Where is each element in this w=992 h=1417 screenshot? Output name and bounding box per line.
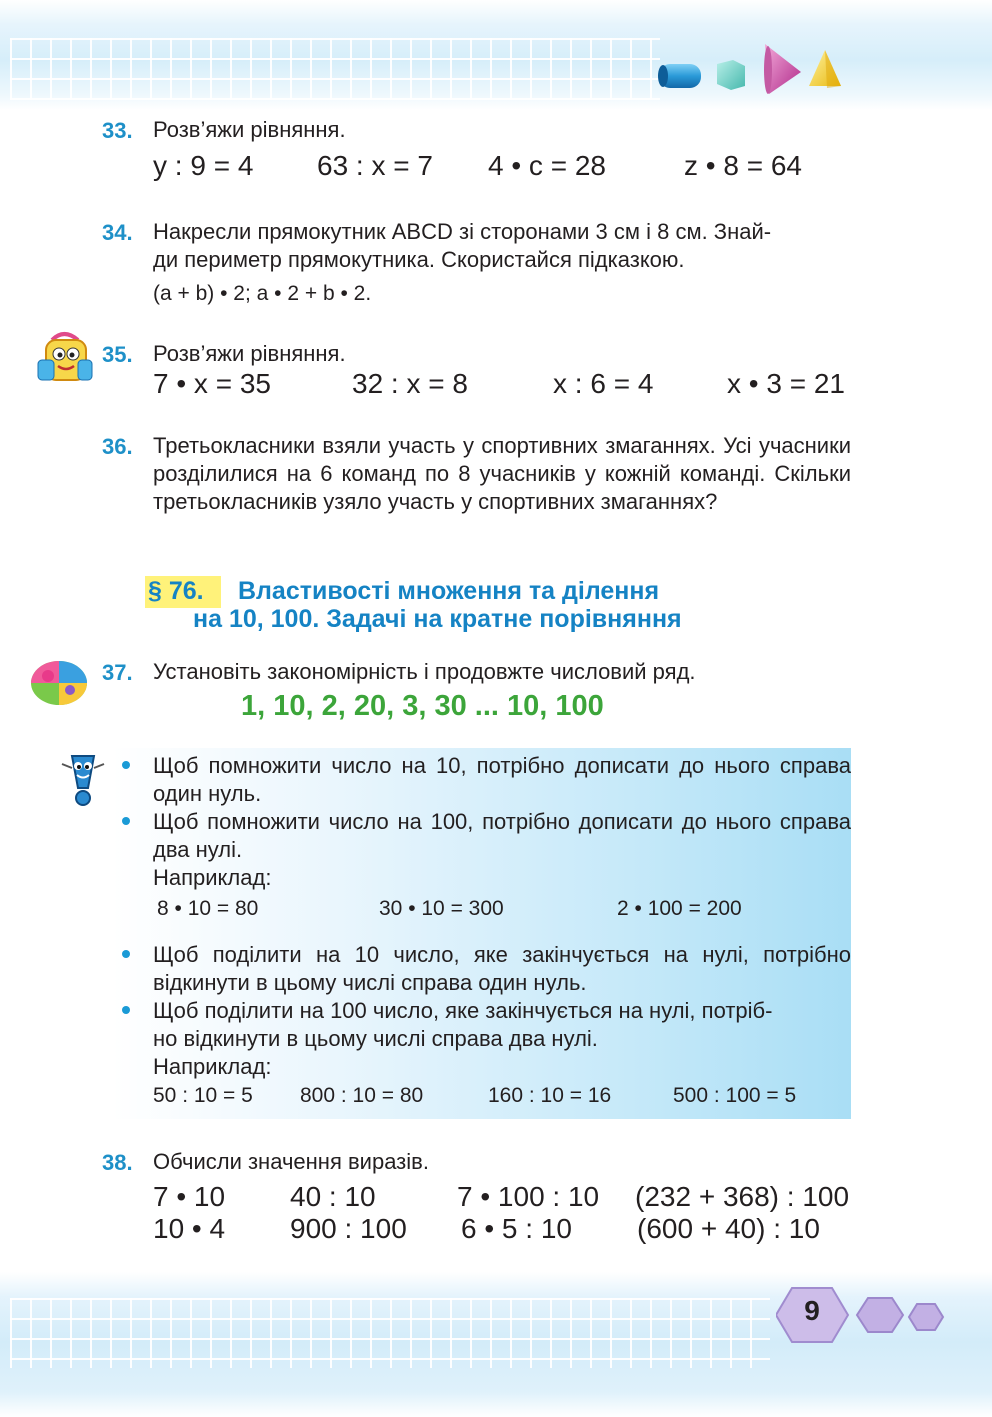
bullet-icon	[122, 950, 130, 958]
equation: x : 6 = 4	[553, 368, 654, 399]
expression: 40 : 10	[290, 1181, 376, 1212]
section-title-line2: на 10, 100. Задачі на кратне порівняння	[193, 605, 682, 633]
bullet-icon	[122, 1006, 130, 1014]
example-equation: 50 : 10 = 5	[153, 1084, 253, 1107]
equation: 63 : x = 7	[317, 150, 433, 181]
page-number: 9	[804, 1295, 820, 1326]
rule-2: Щоб помножити число на 100, потрібно дописати до нього справа два нулі.	[153, 809, 851, 862]
backpack-mascot-icon	[34, 330, 96, 386]
task-36-text: Третьокласники взяли участь у спортивних змаганнях. Усі учасники розділилися на 6 команд по 8 учасників у кожній команді. Скільки третьокласників узяло участь у спортивних змаганнях?	[153, 433, 851, 514]
section-number: § 76.	[148, 577, 204, 605]
task-34-hint: (a + b) • 2; a • 2 + b • 2.	[153, 282, 372, 305]
example-label: Наприклад:	[153, 865, 272, 890]
expression: 7 • 10	[153, 1181, 226, 1212]
task-35-text: Розв’яжи рівняння.	[153, 341, 346, 366]
example-equation: 2 • 100 = 200	[617, 897, 742, 920]
task-33-number: 33.	[102, 118, 133, 143]
example-equation: 800 : 10 = 80	[300, 1084, 424, 1107]
rule-4-line1: Щоб поділити на 100 число, яке закінчується на нулі, потріб-	[153, 998, 773, 1023]
bullet-icon	[122, 761, 130, 769]
expression: (600 + 40) : 10	[637, 1213, 820, 1244]
task-38-number: 38.	[102, 1150, 133, 1175]
example-equation: 160 : 10 = 16	[488, 1084, 612, 1107]
task-38-text: Обчисли значення виразів.	[153, 1149, 429, 1174]
expression: 10 • 4	[153, 1213, 226, 1244]
equation: 4 • c = 28	[488, 150, 606, 181]
example-equation: 30 • 10 = 300	[379, 897, 504, 920]
bullet-icon	[122, 817, 130, 825]
geometric-shapes-icon	[655, 40, 845, 98]
task-36-number: 36.	[102, 434, 133, 459]
task-35-number: 35.	[102, 342, 133, 367]
expression: 900 : 100	[290, 1213, 407, 1244]
number-series: 1, 10, 2, 20, 3, 30 ... 10, 100	[241, 690, 604, 722]
expression: (232 + 368) : 100	[635, 1181, 850, 1212]
top-grid	[10, 38, 660, 100]
expression: 6 • 5 : 10	[461, 1213, 572, 1244]
rule-1: Щоб помножити число на 10, потрібно дописати до нього справа один нуль.	[153, 753, 851, 806]
expression: 7 • 100 : 10	[457, 1181, 600, 1212]
exclamation-mascot-icon	[58, 752, 108, 808]
bottom-grid	[10, 1298, 770, 1368]
example-label: Наприклад:	[153, 1054, 272, 1079]
example-equation: 500 : 100 = 5	[673, 1084, 797, 1107]
task-37-number: 37.	[102, 660, 133, 685]
puzzle-ball-icon	[28, 656, 90, 708]
task-34-text-line2: ди периметр прямокутника. Скористайся підказкою.	[153, 247, 685, 272]
section-title-line1: Властивості множення та ділення	[238, 577, 660, 605]
equation: 7 • x = 35	[153, 368, 271, 399]
example-equation: 8 • 10 = 80	[157, 897, 259, 920]
equation: y : 9 = 4	[153, 150, 254, 181]
task-34-text-line1: Накресли прямокутник ABCD зі сторонами 3 см і 8 см. Знай-	[153, 219, 772, 244]
equation: z • 8 = 64	[684, 150, 802, 181]
task-37-text: Установіть закономірність і продовжте числовий ряд.	[153, 659, 696, 684]
equation: x • 3 = 21	[727, 368, 845, 399]
task-33-text: Розв’яжи рівняння.	[153, 117, 346, 142]
task-34-number: 34.	[102, 220, 133, 245]
rule-4-line2: но відкинути в цьому числі справа два нулі.	[153, 1026, 598, 1051]
rule-3: Щоб поділити на 10 число, яке закінчується на нулі, потрібно відкинути в цьому числі справа один нуль.	[153, 942, 851, 995]
equation: 32 : x = 8	[352, 368, 468, 399]
